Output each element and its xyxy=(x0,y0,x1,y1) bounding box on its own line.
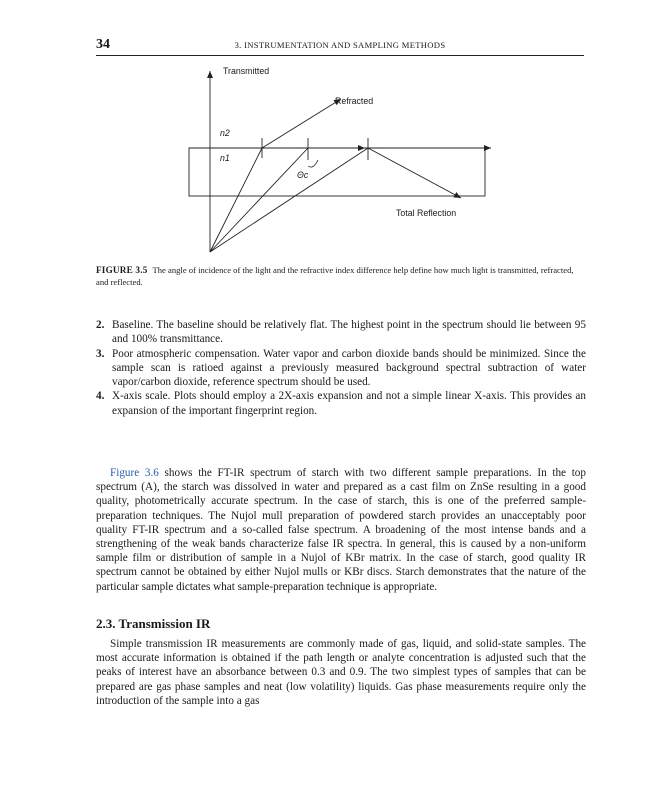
critical-angle-arc xyxy=(308,160,318,167)
list-text: Baseline. The baseline should be relatively flat. The highest point in the spectrum should lie between 95 and 100% transmittance. xyxy=(112,319,586,346)
list-number: 4. xyxy=(96,390,105,403)
label-transmitted: Transmitted xyxy=(223,66,270,76)
section-heading: 2.3. Transmission IR xyxy=(96,616,211,631)
list-number: 2. xyxy=(96,319,105,331)
caption-label: FIGURE 3.5 xyxy=(96,265,148,275)
figure-3-5 xyxy=(185,62,495,262)
caption-text: The angle of incidence of the light and the refractive index difference help define how much light is transmitted, refracted, and reflected. xyxy=(96,265,574,287)
running-head: 3. INSTRUMENTATION AND SAMPLING METHODS xyxy=(234,40,446,50)
list-text: X-axis scale. Plots should employ a 2X-axis expansion and not a simple linear X-axis. This provides an expansion of the important fingerprint region. xyxy=(112,390,586,417)
list-item xyxy=(96,318,586,347)
body-paragraph-2: Simple transmission IR measurements are commonly made of gas, liquid, and solid-state samples. The most accurate information is obtained if the path length or analyte concentration is adjusted such that the peaks of interest have an absorbance between 0.3 and 0.9. The two simplest types of samples that can be prepared are gas phase samples and neat (low volatility) liquids. Gas phase measurements require only the introduction of the sample into a gas xyxy=(96,638,586,707)
list-item xyxy=(96,389,586,418)
incident-ray-2 xyxy=(210,148,308,252)
label-total-reflection: Total Reflection xyxy=(396,208,457,218)
page-header xyxy=(96,37,584,56)
list-number: 3. xyxy=(96,347,105,360)
paragraph-text: shows the FT-IR spectrum of starch with two different sample preparations. In the top spectrum (A), the starch was dissolved in water and prepared as a cast film on ZnSe resulting in a good quality, photometrically accurate spectrum. In the case of starch, this is one of the preferred sample-preparation techniques. The Nujol mull preparation of powdered starch provides an unacceptably poor quality FT-IR spectrum and a so-called false spectrum. A broadening of the most intense bands and a strengthening of the weak bands characterize false IR spectra. In general, this is caused by a non-uniform sample film or distribution of sample in a Nujol of KBr matrix. In the case of starch, good quality IR spectrum cannot be obtained by either Nujol mulls or KBr discs. Starch demonstrates that the nature of the particular sample dictates what sample-preparation technique is appropriate. xyxy=(96,467,586,593)
label-refracted: Refracted xyxy=(335,96,374,106)
list-text: Poor atmospheric compensation. Water vapor and carbon dioxide bands should be minimized. Since the sample scan is ratioed against a previously measured background spectral subtraction of water vapor/carbon dioxide, reference spectrum should be used. xyxy=(112,347,586,389)
reflected-ray xyxy=(368,148,461,198)
page-number: 34 xyxy=(96,37,110,52)
list-item xyxy=(96,347,586,390)
figure-reference-link[interactable]: Figure 3.6 xyxy=(110,467,159,479)
refraction-diagram xyxy=(185,62,495,262)
body-paragraph-1 xyxy=(96,466,586,594)
incident-ray-1 xyxy=(210,148,262,252)
refracted-ray xyxy=(262,99,341,148)
label-n1: n1 xyxy=(220,153,230,163)
incident-ray-3 xyxy=(210,148,368,252)
medium-box xyxy=(189,148,485,196)
numbered-list xyxy=(96,318,586,418)
figure-caption xyxy=(96,264,586,288)
label-theta-c: Θc xyxy=(297,170,309,180)
label-n2: n2 xyxy=(220,128,230,138)
